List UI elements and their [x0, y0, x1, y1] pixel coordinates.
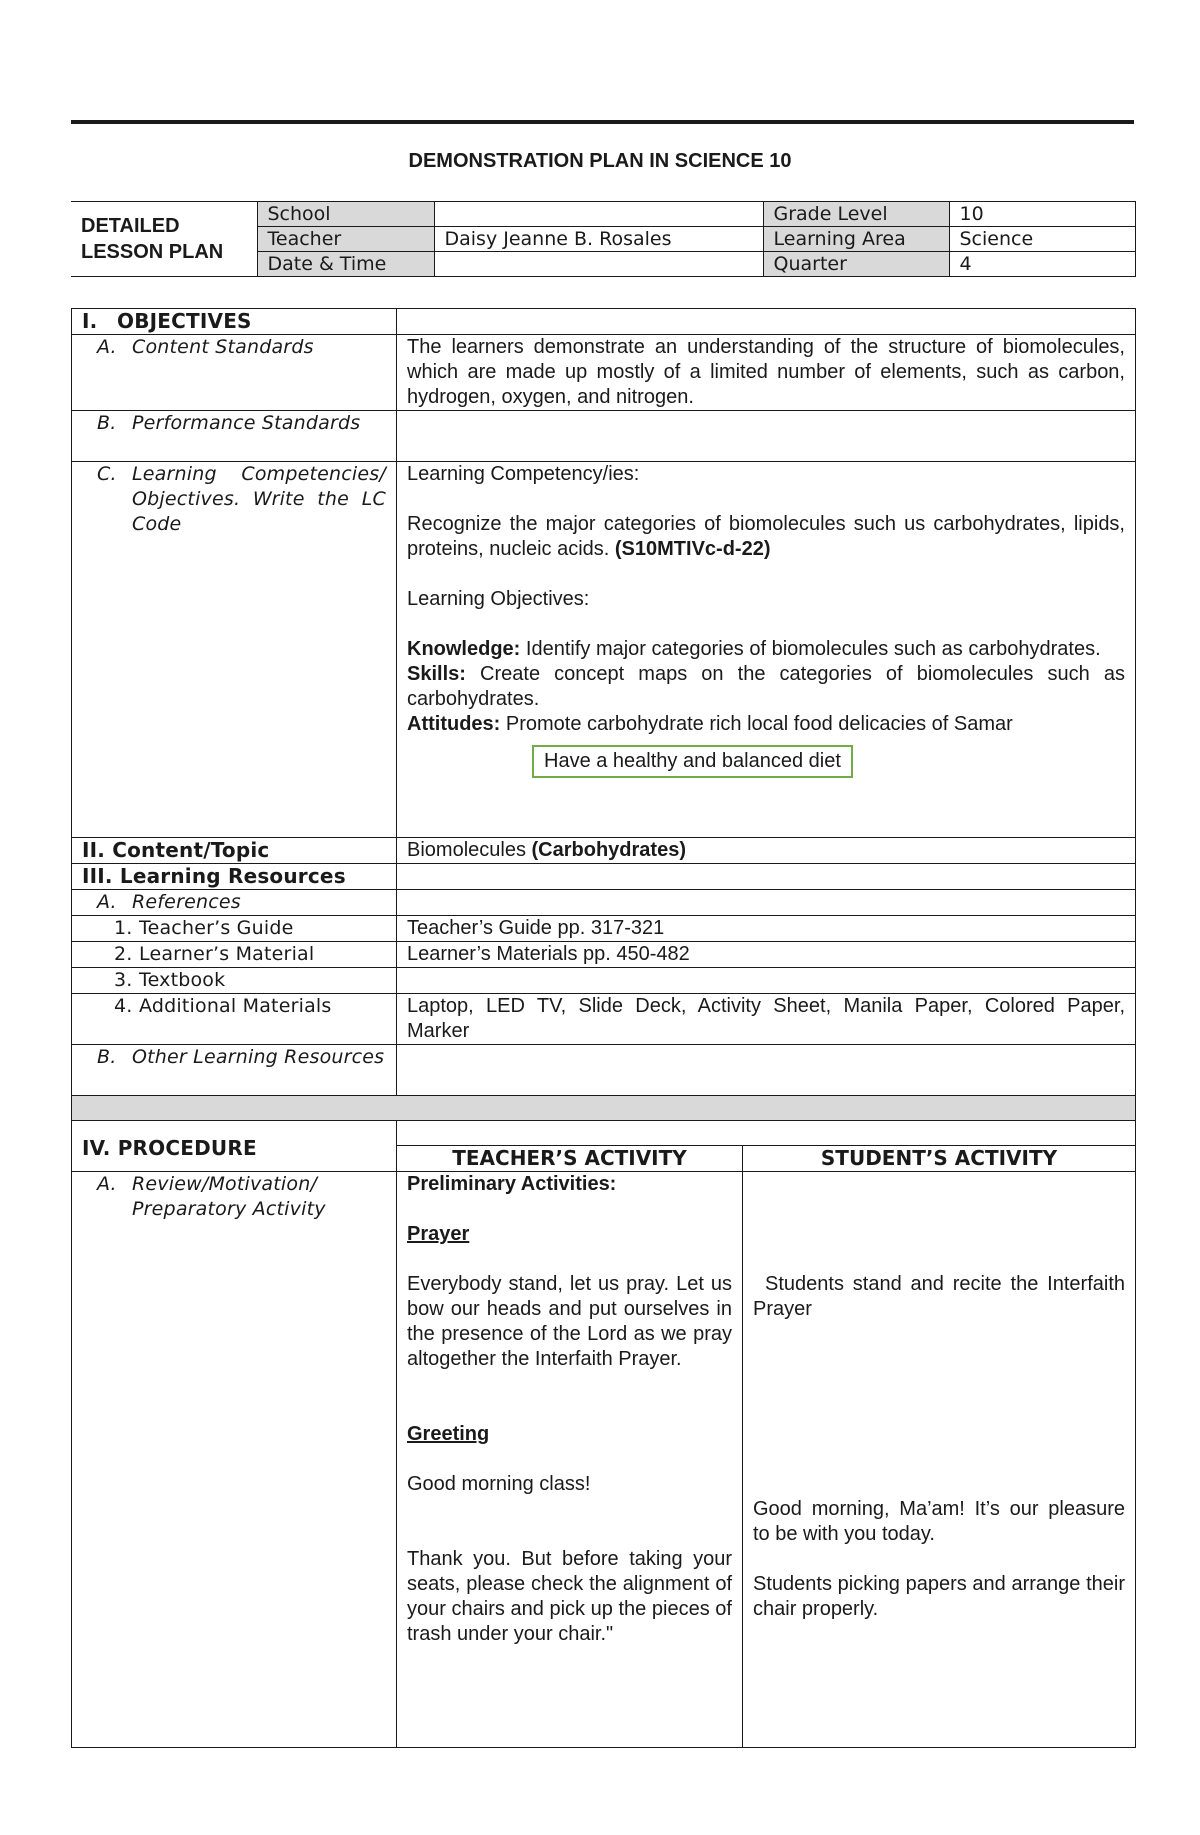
review-motivation-label: A. Review/Motivation/ Preparatory Activity — [72, 1172, 397, 1748]
content-topic-row — [72, 838, 1136, 864]
learners-material-label: 2. Learner’s Material — [72, 942, 397, 968]
additional-materials-label: 4. Additional Materials — [72, 994, 397, 1045]
additional-materials-value: Laptop, LED TV, Slide Deck, Activity Sheet, Manila Paper, Colored Paper, Marker — [397, 994, 1136, 1045]
preliminary-activities-title: Preliminary Activities: — [407, 1173, 617, 1195]
procedure-heading: IV. PROCEDURE — [72, 1121, 397, 1172]
document-title: DEMONSTRATION PLAN IN SCIENCE 10 — [408, 150, 792, 172]
lesson-plan-table — [71, 308, 1136, 1748]
other-resources-row — [72, 1045, 1136, 1096]
content-standards-text: The learners demonstrate an understanding of the structure of biomolecules, which are made up mostly of a limited number of elements, such as carbon, hydrogen, oxygen, and nitrogen. — [397, 335, 1136, 411]
procedure-spacer-row — [72, 1121, 1136, 1146]
greeting-title: Greeting — [407, 1423, 490, 1445]
lesson-info-table — [71, 201, 1136, 277]
learning-objectives-title: Learning Objectives: — [407, 588, 590, 610]
learning-competencies-label: C. Learning Competencies/ Objectives. Write the LC Code — [72, 462, 397, 838]
objectives-heading-value — [397, 309, 1136, 335]
teacher-label: Teacher — [257, 227, 434, 252]
textbook-label: 3. Textbook — [72, 968, 397, 994]
teachers-guide-value: Teacher’s Guide pp. 317-321 — [397, 916, 1136, 942]
grade-level-value: 10 — [949, 202, 1135, 227]
separator-row — [72, 1096, 1136, 1121]
prayer-title: Prayer — [407, 1223, 470, 1245]
quarter-label: Quarter — [763, 252, 949, 277]
content-standards-row — [72, 335, 1136, 411]
knowledge-objective: Knowledge: Identify major categories of biomolecules such as carbohydrates. — [407, 638, 1101, 660]
competency-text: Recognize the major categories of biomolecules such us carbohydrates, lipids, proteins, nucleic acids. (S10MTIVc-d-22) — [407, 513, 1125, 560]
performance-standards-label: B. Performance Standards — [72, 411, 397, 462]
top-rule — [71, 120, 1134, 124]
competency-title: Learning Competency/ies: — [407, 463, 640, 485]
prayer-teacher-text: Everybody stand, let us pray. Let us bow our heads and put ourselves in the presence of the Lord as we pray altogether the Interfaith Prayer. — [407, 1273, 732, 1370]
school-value — [434, 202, 763, 227]
skills-objective: Skills: Create concept maps on the categories of biomolecules such as carbohydrates. — [407, 663, 1125, 710]
student-activity-cell — [743, 1172, 1136, 1748]
teachers-guide-label: 1. Teacher’s Guide — [72, 916, 397, 942]
teachers-guide-row — [72, 916, 1136, 942]
learners-material-row — [72, 942, 1136, 968]
textbook-row — [72, 968, 1136, 994]
learning-resources-heading-row — [72, 864, 1136, 890]
learning-competencies-content — [397, 462, 1136, 838]
objectives-heading-row — [72, 309, 1136, 335]
gray-separator — [72, 1096, 1136, 1121]
detailed-lesson-plan-label: DETAILED LESSON PLAN — [71, 202, 257, 277]
greeting-teacher-text: Good morning class! — [407, 1473, 591, 1495]
textbook-value — [397, 968, 1136, 994]
teacher-value: Daisy Jeanne B. Rosales — [434, 227, 763, 252]
seats-student-text: Students picking papers and arrange their chair properly. — [753, 1573, 1125, 1620]
grade-level-label: Grade Level — [763, 202, 949, 227]
learning-competencies-row — [72, 462, 1136, 838]
prayer-student-text: Students stand and recite the Interfaith Prayer — [753, 1273, 1125, 1320]
references-label: A. References — [72, 890, 397, 916]
references-row — [72, 890, 1136, 916]
date-time-value — [434, 252, 763, 277]
other-resources-label: B. Other Learning Resources — [72, 1045, 397, 1096]
school-label: School — [257, 202, 434, 227]
performance-standards-row — [72, 411, 1136, 462]
objectives-heading: I. OBJECTIVES — [72, 309, 397, 335]
additional-materials-row — [72, 994, 1136, 1045]
students-activity-header: STUDENT’S ACTIVITY — [743, 1146, 1136, 1172]
healthy-diet-callout: Have a healthy and balanced diet — [532, 745, 853, 778]
seats-teacher-text: Thank you. But before taking your seats, please check the alignment of your chairs and pick up the pieces of trash under your chair." — [407, 1548, 732, 1645]
performance-standards-value — [397, 411, 1136, 462]
learning-area-label: Learning Area — [763, 227, 949, 252]
learning-area-value: Science — [949, 227, 1135, 252]
greeting-student-text: Good morning, Ma’am! It’s our pleasure to be with you today. — [753, 1498, 1125, 1545]
teacher-activity-cell — [397, 1172, 743, 1748]
learning-resources-heading: III. Learning Resources — [72, 864, 397, 890]
quarter-value: 4 — [949, 252, 1135, 277]
learners-material-value: Learner’s Materials pp. 450-482 — [397, 942, 1136, 968]
teachers-activity-header: TEACHER’S ACTIVITY — [397, 1146, 743, 1172]
lc-code: (S10MTIVc-d-22) — [614, 538, 771, 560]
content-topic-label: II. Content/Topic — [72, 838, 397, 864]
attitudes-objective: Attitudes: Promote carbohydrate rich local food delicacies of Samar — [407, 713, 1013, 735]
review-motivation-row — [72, 1172, 1136, 1748]
date-time-label: Date & Time — [257, 252, 434, 277]
content-standards-label: A. Content Standards — [72, 335, 397, 411]
content-topic-value: Biomolecules (Carbohydrates) — [397, 838, 1136, 864]
